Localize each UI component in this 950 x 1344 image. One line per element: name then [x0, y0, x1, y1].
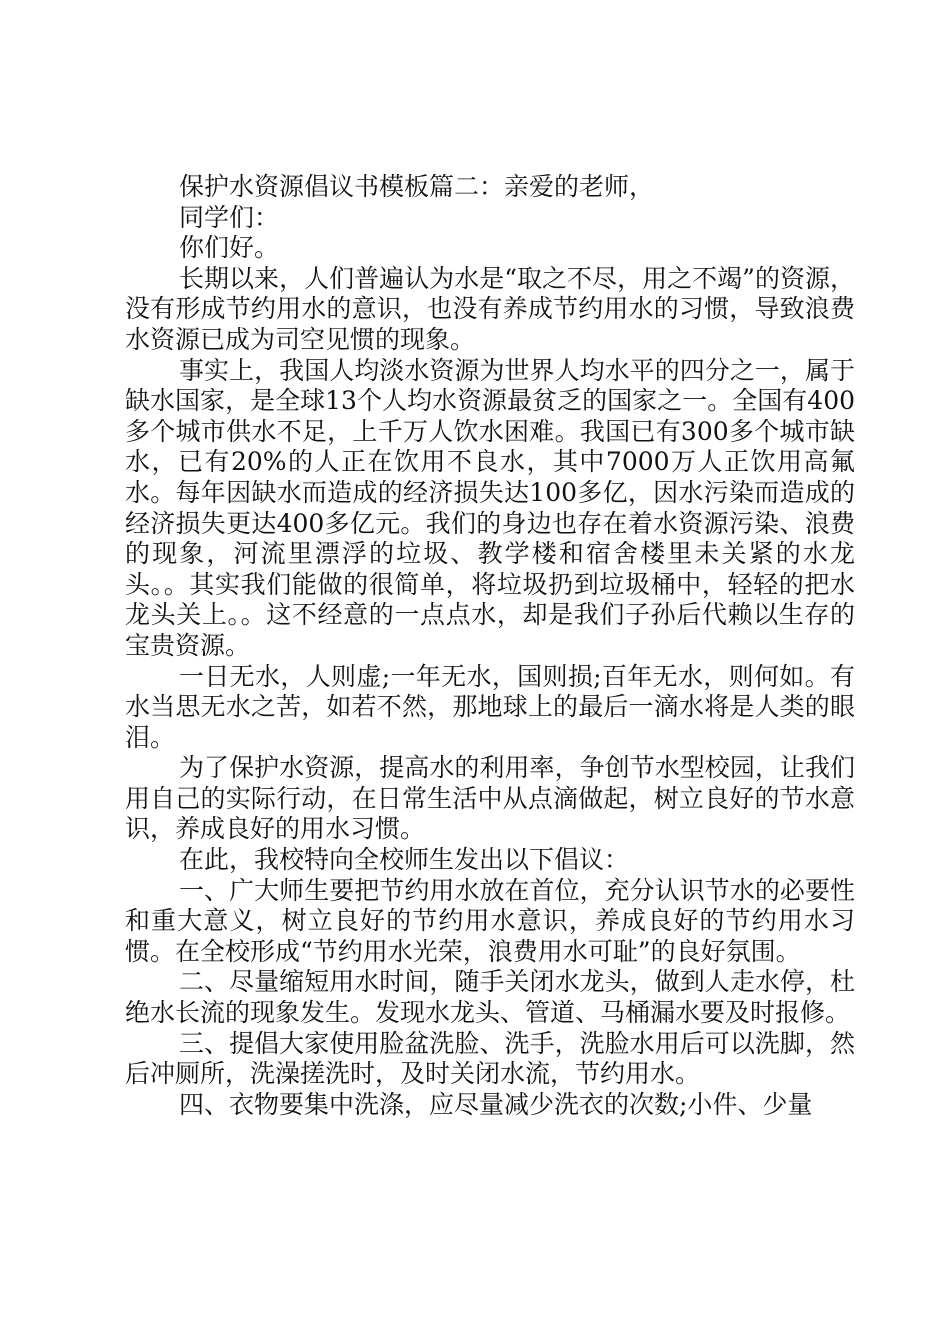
paragraph-item-4: 四、衣物要集中洗涤，应尽量减少洗衣的次数;小件、少量 — [179, 1089, 813, 1119]
paragraph-proverb: 一日无水，人则虚;一年无水，国则损;百年无水，则何如。有水当思无水之苦，如若不然，那地球上的最后一滴水将是人类的眼泪。 — [125, 661, 855, 752]
paragraph-item-2: 二、尽量缩短用水时间，随手关闭水龙头，做到人走水停，杜绝水长流的现象发生。发现水龙头、管道、马桶漏水要及时报修。 — [125, 967, 855, 1028]
paragraph-purpose: 为了保护水资源，提高水的利用率，争创节水型校园，让我们用自己的实际行动，在日常生活中从点滴做起，树立良好的节水意识，养成良好的用水习惯。 — [125, 753, 855, 844]
paragraph-item-3: 三、提倡大家使用脸盆洗脸、洗手，洗脸水用后可以洗脚，然后冲厕所，洗澡搓洗时，及时关闭水流，节约用水。 — [125, 1028, 855, 1089]
paragraph-greeting: 你们好。 — [179, 233, 280, 263]
paragraph-proposal-intro: 在此，我校特向全校师生发出以下倡议： — [179, 845, 630, 875]
paragraph-facts: 事实上，我国人均淡水资源为世界人均水平的四分之一，属于缺水国家，是全球13个人均水资源最贫乏的国家之一。全国有400多个城市供水不足，上千万人饮水困难。我国已有300多个城市缺水，已有20%的人正在饮用不良水，其中7000万人正饮用高氟水。每年因缺水而造成的经济损失达100多亿，因水污染而造成的经济损失更达400多亿元。我们的身边也存在着水资源污染、浪费的现象，河流里漂浮的垃圾、教学楼和宿舍楼里未关紧的水龙头。。其实我们能做的很简单，将垃圾扔到垃圾桶中，轻轻的把水龙头关上。。这不经意的一点点水，却是我们子孙后代赖以生存的宝贵资源。 — [125, 355, 855, 660]
paragraph-title-line: 保护水资源倡议书模板篇二：亲爱的老师， — [179, 172, 655, 201]
document-body — [125, 172, 855, 1120]
paragraph-intro: 长期以来，人们普遍认为水是“取之不尽，用之不竭”的资源，没有形成节约用水的意识，也没有养成节约用水的习惯，导致浪费水资源已成为司空见惯的现象。 — [125, 263, 855, 354]
paragraph-salutation: 同学们： — [179, 202, 280, 232]
paragraph-item-1: 一、广大师生要把节约用水放在首位，充分认识节水的必要性和重大意义，树立良好的节约用水意识，养成良好的节约用水习惯。在全校形成“节约用水光荣，浪费用水可耻”的良好氛围。 — [125, 875, 855, 966]
